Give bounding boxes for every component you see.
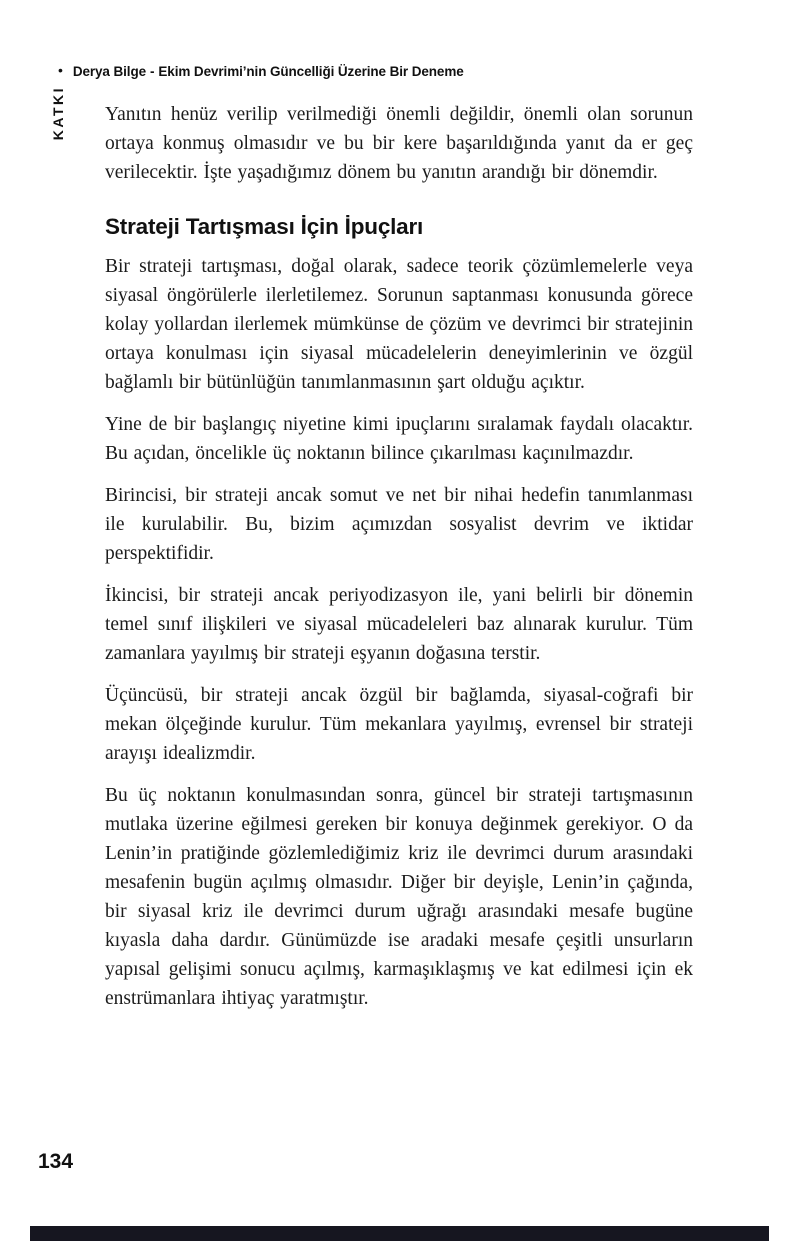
paragraph: Bir strateji tartışması, doğal olarak, sadece teorik çözümlemelerle veya siyasal öngörülerle ilerletilemez. Sorunun saptanması konusunda görece kolay yollardan ilerlemek mümkünse de çözüm ve devrimci bir stratejinin ortaya konulması için siyasal mücadelelerin deneyimlerinin ve özgül bağlamlı bir bütünlüğün tanımlanmasının şart olduğu açıktır. bbox=[105, 256, 693, 393]
paragraph-intro: Yanıtın henüz verilip verilmediği önemli değildir, önemli olan sorunun ortaya konmuş olmasıdır ve bu bir kere başarıldığında yanıt da er geç verilecektir. İşte yaşadığımız dönem bu yanıtın arandığı bir dönemdir. bbox=[105, 104, 693, 183]
header-book-title: Ekim Devrimi’nin Güncelliği Üzerine Bir Deneme bbox=[158, 64, 464, 79]
paragraph: Üçüncüsü, bir strateji ancak özgül bir bağlamda, siyasal-coğrafi bir mekan ölçeğinde kurulur. Tüm mekanlara yayılmış, evrensel bir strateji arayışı idealizmdir. bbox=[105, 685, 693, 764]
page-number: 134 bbox=[38, 1150, 74, 1173]
header-author: Derya Bilge bbox=[72, 64, 146, 79]
paragraph: Birincisi, bir strateji ancak somut ve net bir nihai hedefin tanımlanması ile kurulabilir. Bu, bizim açımızdan sosyalist devrim ve iktidar perspektifidir. bbox=[105, 485, 693, 564]
bottom-bar bbox=[30, 1226, 769, 1241]
section-heading: Strateji Tartışması İçin İpuçları bbox=[105, 214, 424, 239]
header-separator: - bbox=[150, 64, 155, 79]
header-bullet-icon: • bbox=[58, 62, 63, 78]
side-label-katki: KATKI bbox=[50, 86, 66, 141]
paragraph: Yine de bir başlangıç niyetine kimi ipuçlarını sıralamak faydalı olacaktır. Bu açıdan, öncelikle üç noktanın bilince çıkarılması kaçınılmazdır. bbox=[105, 414, 693, 464]
running-header bbox=[58, 62, 718, 79]
paragraph: İkincisi, bir strateji ancak periyodizasyon ile, yani belirli bir dönemin temel sınıf ilişkileri ve siyasal mücadeleleri baz alınarak kurulur. Tüm zamanlara yayılmış bir strateji eşyanın doğasına terstir. bbox=[105, 585, 693, 664]
paragraph: Bu üç noktanın konulmasından sonra, güncel bir strateji tartışmasının mutlaka üzerine eğilmesi gereken bir konuya değinmek gerekiyor. O da Lenin’in pratiğinde gözlemlediğimiz kriz ile devrimci durum arasındaki mesafenin bugün açılmış olmasıdır. Diğer bir deyişle, Lenin’in çağında, bir siyasal kriz ile devrimci durum uğrağı arasındaki mesafe bugüne kıyasla daha dardır. Günümüzde ise aradaki mesafe çeşitli unsurların yapısal gelişimi sonucu açılmış, karmaşıklaşmış ve kat edilmesi için ek enstrümanlara ihtiyaç yaratmıştır. bbox=[105, 785, 693, 1009]
page-content bbox=[105, 100, 693, 1026]
